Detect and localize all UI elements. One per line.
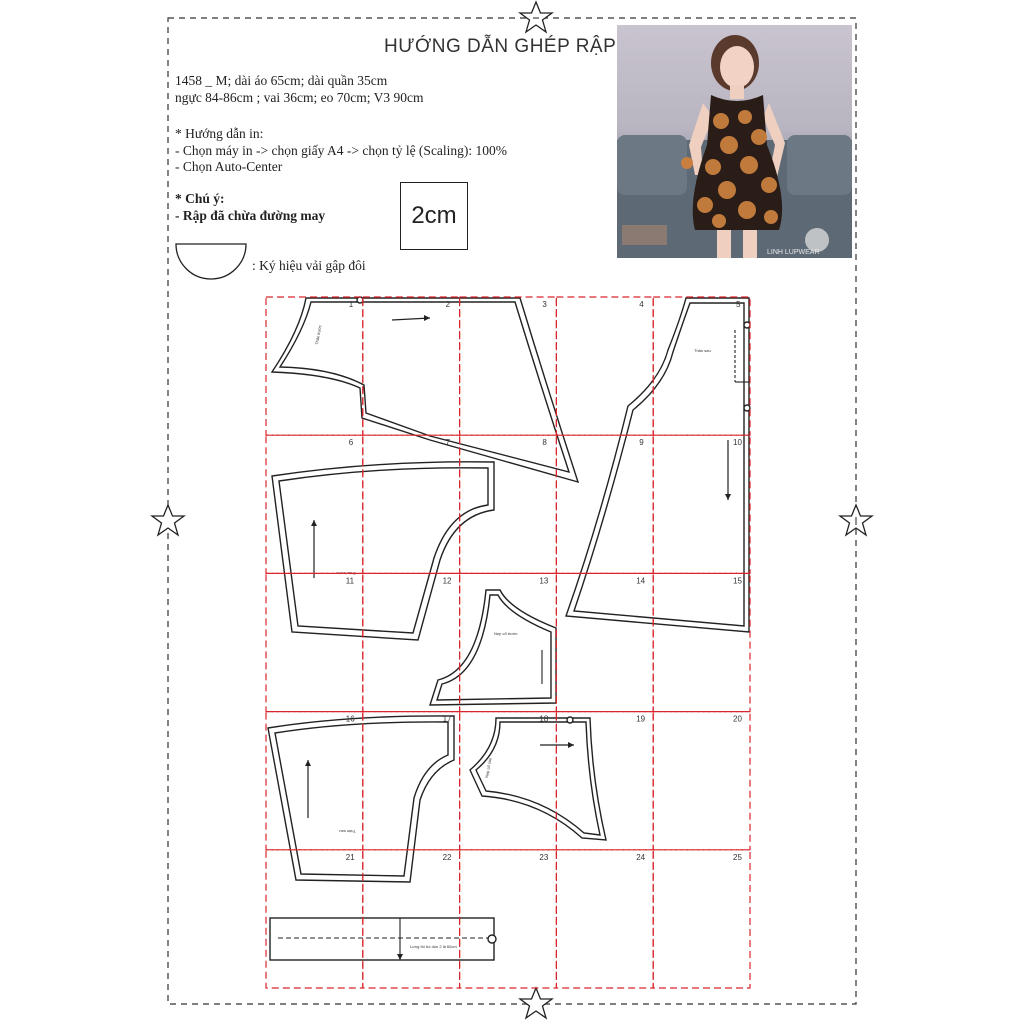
grid-cell bbox=[363, 573, 460, 711]
grid-number: 12 bbox=[442, 576, 452, 586]
grid-number: 10 bbox=[733, 438, 742, 448]
piece-shorts-front-label: Thân trước bbox=[336, 571, 356, 576]
grid-cell bbox=[653, 435, 750, 573]
grid-cell bbox=[653, 850, 750, 988]
grid-number: 2 bbox=[445, 300, 451, 309]
grid-cell bbox=[460, 850, 557, 988]
piece-shorts-front bbox=[272, 462, 494, 640]
grid-cell bbox=[460, 297, 557, 435]
grid-number: 8 bbox=[542, 438, 547, 448]
grid-cell bbox=[556, 850, 653, 988]
grid-lines bbox=[266, 297, 750, 988]
scale-check-box: 2cm bbox=[400, 182, 468, 250]
grid-number: 18 bbox=[539, 714, 549, 724]
grid-number: 15 bbox=[733, 576, 742, 586]
grid-cell bbox=[556, 573, 653, 711]
grid-cell bbox=[266, 850, 363, 988]
grid-number: 24 bbox=[636, 852, 646, 862]
grid-number: 6 bbox=[348, 438, 354, 448]
grid-numbers bbox=[346, 300, 743, 862]
grid-number: 11 bbox=[345, 576, 355, 586]
grid-cell bbox=[556, 297, 653, 435]
piece-back-facing bbox=[470, 714, 606, 840]
grid-number: 7 bbox=[445, 438, 451, 448]
print-guide-step-2: - Chọn Auto-Center bbox=[175, 159, 283, 174]
piece-back-bodice bbox=[566, 298, 750, 632]
grid-number: 23 bbox=[539, 852, 549, 862]
grid-number: 17 bbox=[442, 714, 452, 724]
spec-line-1: 1458 _ M; dài áo 65cm; dài quần 35cm bbox=[175, 73, 388, 88]
note-text: - Rập đã chừa đường may bbox=[175, 208, 326, 223]
grid-number: 1 bbox=[348, 300, 354, 309]
grid-number: 19 bbox=[636, 714, 646, 724]
grid-cell bbox=[266, 573, 363, 711]
grid-cell bbox=[460, 712, 557, 850]
print-guide-heading: * Hướng dẫn in: bbox=[175, 126, 264, 141]
page-title: HƯỚNG DẪN GHÉP RẬP bbox=[384, 36, 617, 57]
grid-number: 4 bbox=[639, 300, 644, 309]
grid-number: 21 bbox=[345, 852, 355, 862]
piece-front-bodice-label: Thân trước bbox=[314, 324, 323, 346]
grid-number: 5 bbox=[736, 300, 741, 309]
grid-number: 3 bbox=[542, 300, 547, 309]
grid-cell bbox=[556, 435, 653, 573]
piece-shorts-back bbox=[268, 716, 454, 882]
note-heading: * Chú ý: bbox=[175, 191, 225, 206]
grid-cell bbox=[653, 712, 750, 850]
print-guide-step-1: - Chọn máy in -> chọn giấy A4 -> chọn tỷ lệ (Scaling): 100% bbox=[175, 143, 508, 158]
grid-number: 20 bbox=[733, 714, 742, 724]
pattern-pieces bbox=[268, 297, 750, 960]
piece-back-bodice-label: Thân sau bbox=[694, 348, 711, 353]
piece-front-facing bbox=[430, 590, 556, 705]
spec-line-2: ngực 84-86cm ; vai 36cm; eo 70cm; V3 90cm bbox=[175, 90, 424, 105]
piece-front-facing-label: Nẹp cổ trước bbox=[494, 631, 518, 636]
grid-number: 22 bbox=[442, 852, 452, 862]
piece-back-facing-label: Nẹp cổ sau bbox=[484, 757, 493, 779]
grid-cell bbox=[363, 435, 460, 573]
grid-number: 13 bbox=[539, 576, 549, 586]
grid-cell bbox=[363, 712, 460, 850]
grid-number: 25 bbox=[733, 852, 742, 862]
grid-number: 14 bbox=[636, 576, 646, 586]
grid-number: 16 bbox=[345, 714, 355, 724]
piece-waistband bbox=[270, 918, 496, 960]
grid-cell bbox=[653, 573, 750, 711]
photo-watermark: LINH LUPWEAR bbox=[767, 249, 820, 256]
piece-waistband-label: Lưng thì bộ dùn 2 là 60cm bbox=[410, 944, 457, 949]
fold-symbol-label: : Ký hiệu vải gập đôi bbox=[252, 258, 366, 273]
piece-shorts-back-label: Thân sau bbox=[339, 829, 356, 834]
grid-cell bbox=[363, 297, 460, 435]
grid-number: 9 bbox=[639, 438, 644, 448]
piece-front-bodice bbox=[272, 297, 578, 482]
